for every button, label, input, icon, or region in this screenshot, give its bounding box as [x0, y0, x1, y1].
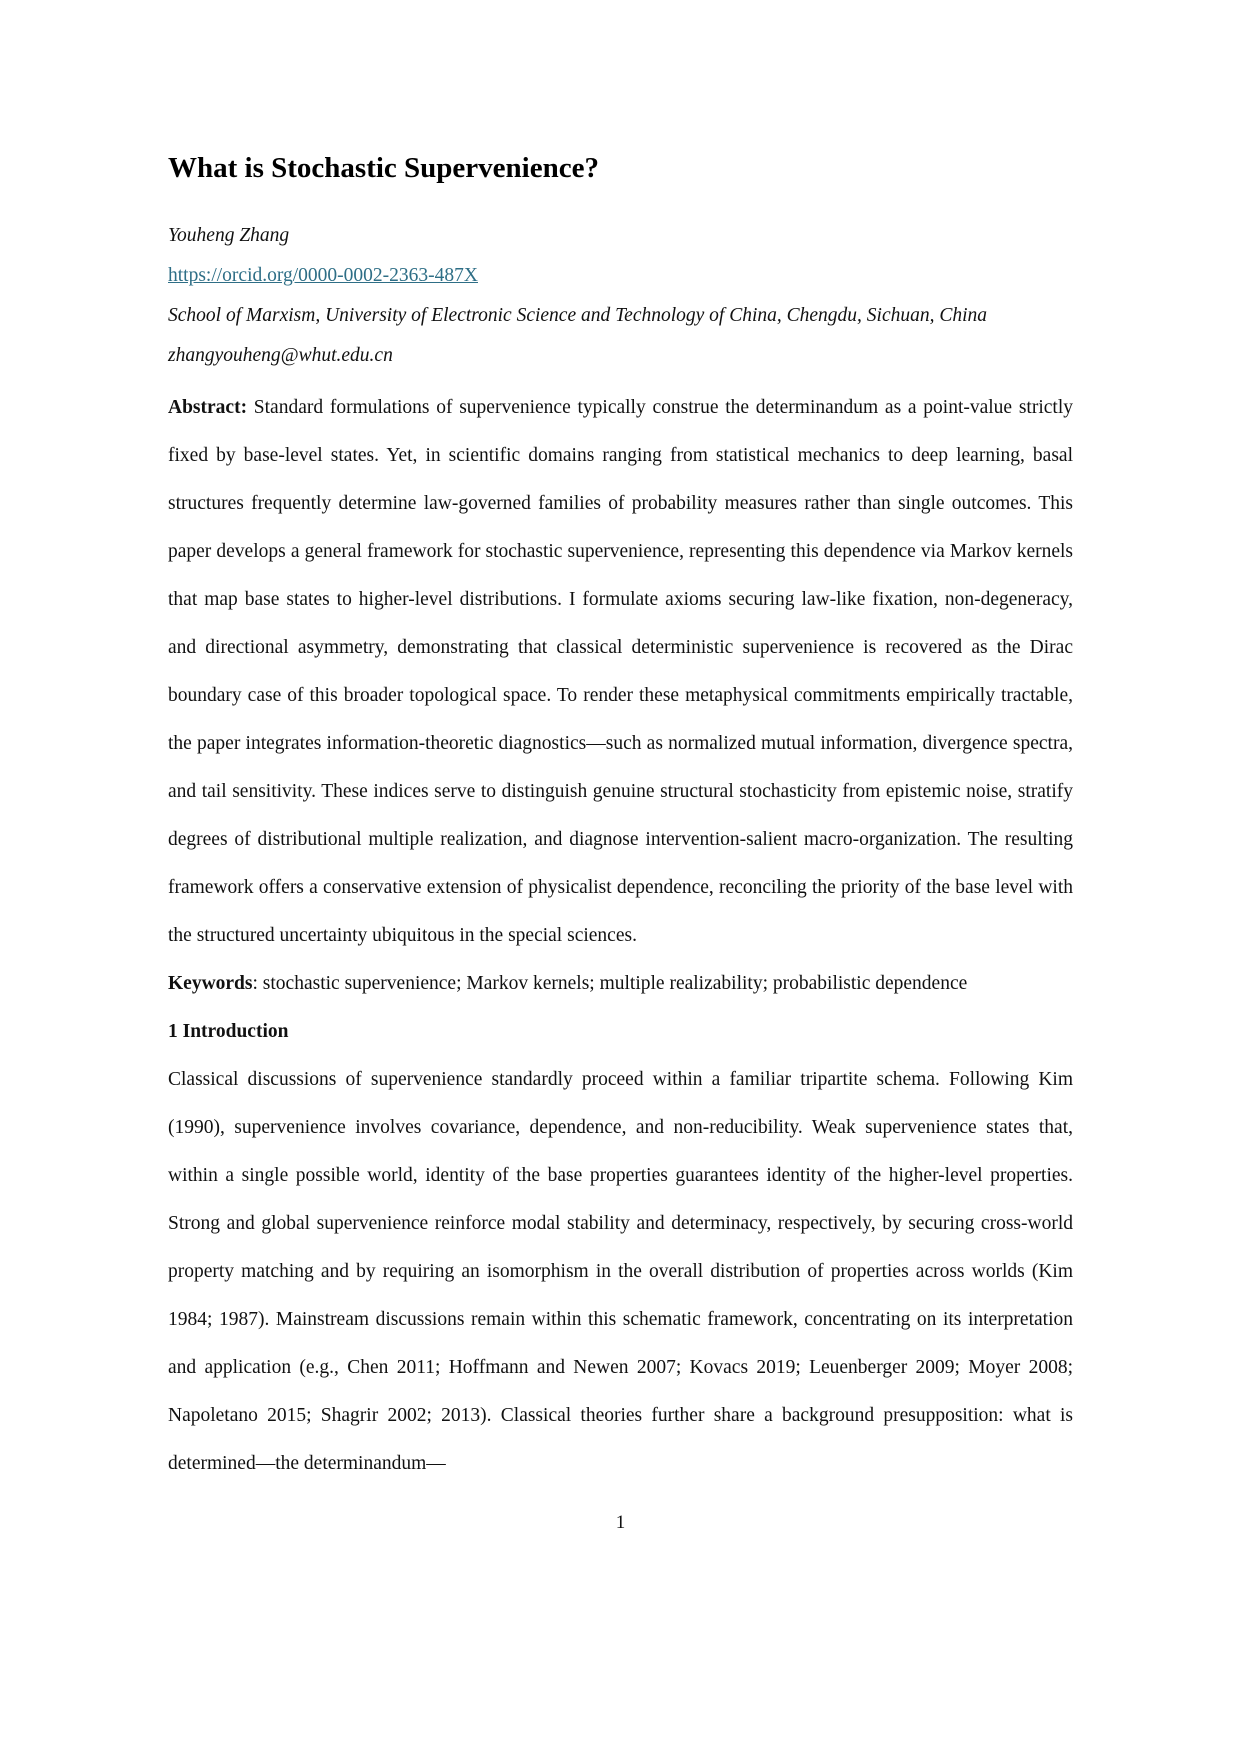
- author-name: Youheng Zhang: [168, 225, 290, 246]
- page-content: [168, 0, 1073, 1536]
- abstract-text: Standard formulations of supervenience typically construe the determinandum as a point-value strictly fixed by base-level states. Yet, in scientific domains ranging from statistical mechanics to deep learning, basal structures frequently determine law-governed families of probability measures rather than single outcomes. This paper develops a general framework for stochastic supervenience, representing this dependence via Markov kernels that map base states to higher-level distributions. I formulate axioms securing law-like fixation, non-degeneracy, and directional asymmetry, demonstrating that classical deterministic supervenience is recovered as the Dirac boundary case of this broader topological space. To render these metaphysical commitments empirically tractable, the paper integrates information-theoretic diagnostics—such as normalized mutual information, divergence spectra, and tail sensitivity. These indices serve to distinguish genuine structural stochasticity from epistemic noise, stratify degrees of distributional multiple realization, and diagnose intervention-salient macro-organization. The resulting framework offers a conservative extension of physicalist dependence, reconciling the priority of the base level with the structured uncertainty ubiquitous in the special sciences.: [168, 397, 1073, 946]
- keywords-paragraph: [168, 960, 1073, 1008]
- keywords-label: Keywords: [168, 973, 253, 994]
- keywords-text: : stochastic supervenience; Markov kernels; multiple realizability; probabilistic dependence: [252, 973, 968, 994]
- affiliation: School of Marxism, University of Electronic Science and Technology of China, Chengdu, Sichuan, China: [168, 305, 988, 326]
- section-heading-introduction: 1 Introduction: [168, 1021, 289, 1042]
- page-title: What is Stochastic Supervenience?: [168, 152, 599, 184]
- abstract-paragraph: [168, 384, 1073, 960]
- page-number: 1: [615, 1512, 626, 1533]
- introduction-paragraph: Classical discussions of supervenience standardly proceed within a familiar tripartite schema. Following Kim (1990), supervenience involves covariance, dependence, and non-reducibility. Weak supervenience states that, within a single possible world, identity of the base properties guarantees identity of the higher-level properties. Strong and global supervenience reinforce modal stability and determinacy, respectively, by securing cross-world property matching and by requiring an isomorphism in the overall distribution of properties across worlds (Kim 1984; 1987). Mainstream discussions remain within this schematic framework, concentrating on its interpretation and application (e.g., Chen 2011; Hoffmann and Newen 2007; Kovacs 2019; Leuenberger 2009; Moyer 2008; Napoletano 2015; Shagrir 2002; 2013). Classical theories further share a background presupposition: what is determined—the determinandum—: [168, 1069, 1073, 1474]
- email: zhangyouheng@whut.edu.cn: [168, 345, 393, 366]
- orcid-link[interactable]: https://orcid.org/0000-0002-2363-487X: [168, 265, 478, 286]
- orcid-line: [168, 256, 1073, 296]
- abstract-label: Abstract:: [168, 397, 248, 418]
- page-footer: [168, 1510, 1073, 1536]
